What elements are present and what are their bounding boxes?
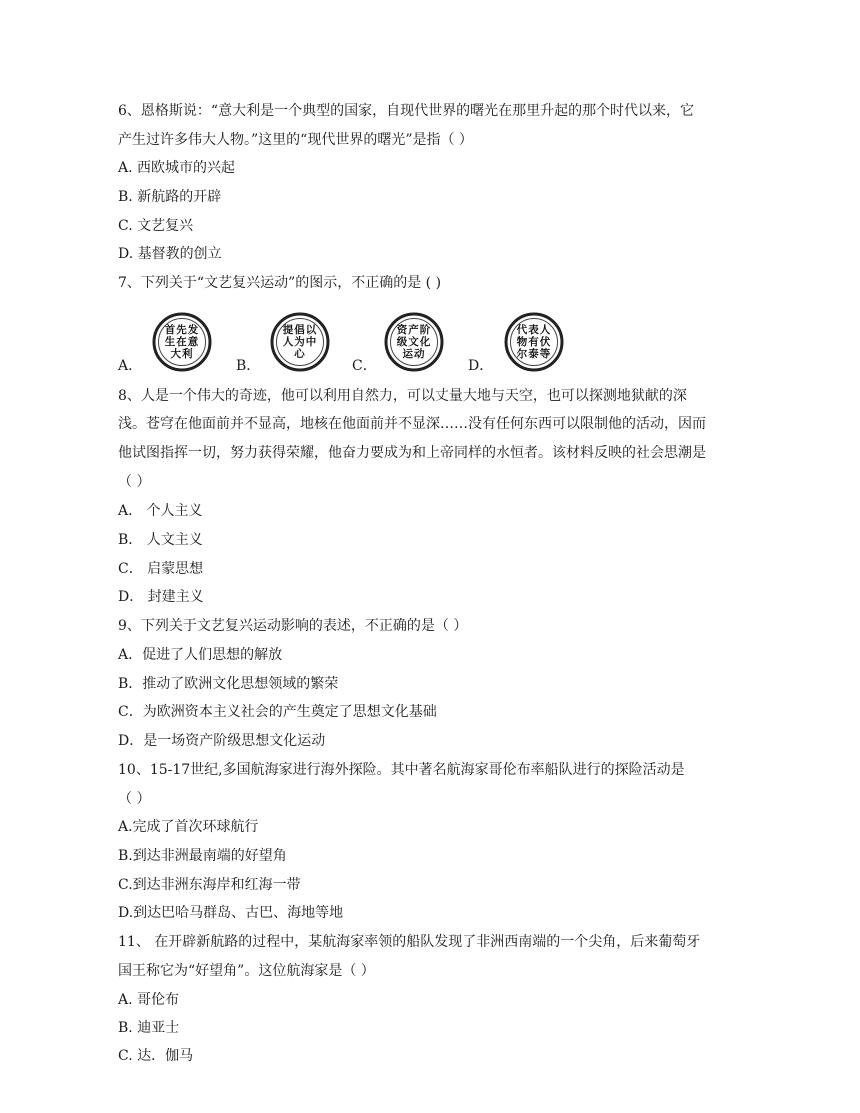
seal-text-line-2: 物有伏 [516, 336, 552, 348]
q7-option-a [118, 312, 218, 376]
q10-stem-line-2: （ ） [118, 791, 151, 807]
q11-stem-line-2: 国王称它为“好望角”。这位航海家是（ ） [118, 963, 375, 979]
q6-stem-line-1: 6、恩格斯说：“意大利是一个典型的国家，自现代世界的曙光在那里升起的那个时代以来，它 [118, 103, 695, 119]
seal-text-line-2: 人为中 [282, 336, 318, 348]
q6-option-a: A. 西欧城市的兴起 [118, 160, 236, 176]
seal-text [270, 312, 330, 372]
q7-options-row [118, 312, 552, 376]
q8-option-b: B． 人文主义 [118, 532, 203, 548]
q10-option-d: D.到达巴哈马群岛、古巴、海地等地 [118, 905, 344, 921]
q9-option-c: C．为欧洲资本主义社会的产生奠定了思想文化基础 [118, 704, 437, 720]
q8-stem-line-2: 浅。苍穹在他面前并不显高，地核在他面前并不显深……没有任何东西可以限制他的活动，因而 [118, 416, 706, 432]
seal-text-line-2: 级文化 [396, 336, 432, 348]
seal-stamp-icon [270, 312, 330, 372]
q8-stem-line-4: （ ） [118, 474, 151, 490]
seal-stamp-icon [152, 312, 212, 372]
seal-text-line-3: 大利 [170, 348, 194, 360]
seal-text-line-3: 尔泰等 [516, 348, 552, 360]
q7-option-c-label: C． [352, 358, 377, 374]
q6-option-c: C. 文艺复兴 [118, 218, 194, 234]
seal-text-line-1: 首先发 [164, 324, 200, 336]
q8-stem-line-1: 8、人是一个伟大的奇迹，他可以利用自然力，可以丈量大地与天空，也可以探测地狱献的深 [118, 388, 687, 404]
q7-stem: 7、下列关于“文艺复兴运动”的图示，不正确的是 ( ) [118, 275, 442, 291]
q9-stem: 9、下列关于文艺复兴运动影响的表述，不正确的是（ ） [118, 618, 468, 634]
q11-option-c: C. 达．伽马 [118, 1048, 194, 1064]
q8-stem-line-3: 他试图指挥一切，努力获得荣耀，他奋力要成为和上帝同样的水恒者。该材料反映的社会思潮是 [118, 445, 706, 461]
q10-option-b: B.到达非洲最南端的好望角 [118, 848, 287, 864]
q10-option-a: A.完成了首次环球航行 [118, 819, 259, 835]
q7-option-b [236, 312, 336, 376]
seal-text-line-1: 代表人 [516, 324, 552, 336]
seal-text [504, 312, 564, 372]
q10-stem-line-1: 10、15-17世纪,多国航海家进行海外探险。其中著名航海家哥伦布率船队进行的探险活动是 [118, 762, 685, 778]
q9-option-a: A．促进了人们思想的解放 [118, 647, 283, 663]
q10-option-c: C.到达非洲东海岸和红海一带 [118, 877, 301, 893]
q11-stem-line-1: 11、 在开辟新航路的过程中，某航海家率领的船队发现了非洲西南端的一个尖角，后来葡萄牙 [118, 934, 701, 950]
seal-text-line-1: 资产阶 [396, 324, 432, 336]
seal-stamp-icon [384, 312, 444, 372]
seal-text-line-2: 生在意 [164, 336, 200, 348]
seal-text [384, 312, 444, 372]
q8-option-c: C． 启蒙思想 [118, 561, 204, 577]
q11-option-b: B. 迪亚士 [118, 1020, 180, 1036]
seal-stamp-icon [504, 312, 564, 372]
q8-option-a: A． 个人主义 [118, 503, 203, 519]
q8-option-d: D． 封建主义 [118, 589, 204, 605]
seal-text [152, 312, 212, 372]
q6-option-d: D. 基督教的创立 [118, 246, 222, 262]
q7-option-c [352, 312, 452, 376]
q7-option-d-label: D． [468, 358, 494, 374]
q11-option-a: A. 哥伦布 [118, 992, 180, 1008]
seal-text-line-3: 心 [294, 348, 306, 360]
q7-option-d [468, 312, 568, 376]
q6-stem-line-2: 产生过许多伟大人物。”这里的“现代世界的曙光”是指（ ） [118, 132, 473, 148]
q7-option-a-label: A． [118, 358, 143, 374]
q9-option-d: D．是一场资产阶级思想文化运动 [118, 733, 326, 749]
q9-option-b: B．推动了欧洲文化思想领域的繁荣 [118, 676, 339, 692]
seal-text-line-3: 运动 [402, 348, 426, 360]
q7-option-b-label: B． [236, 358, 261, 374]
seal-text-line-1: 提倡以 [282, 324, 318, 336]
q6-option-b: B. 新航路的开辟 [118, 189, 222, 205]
